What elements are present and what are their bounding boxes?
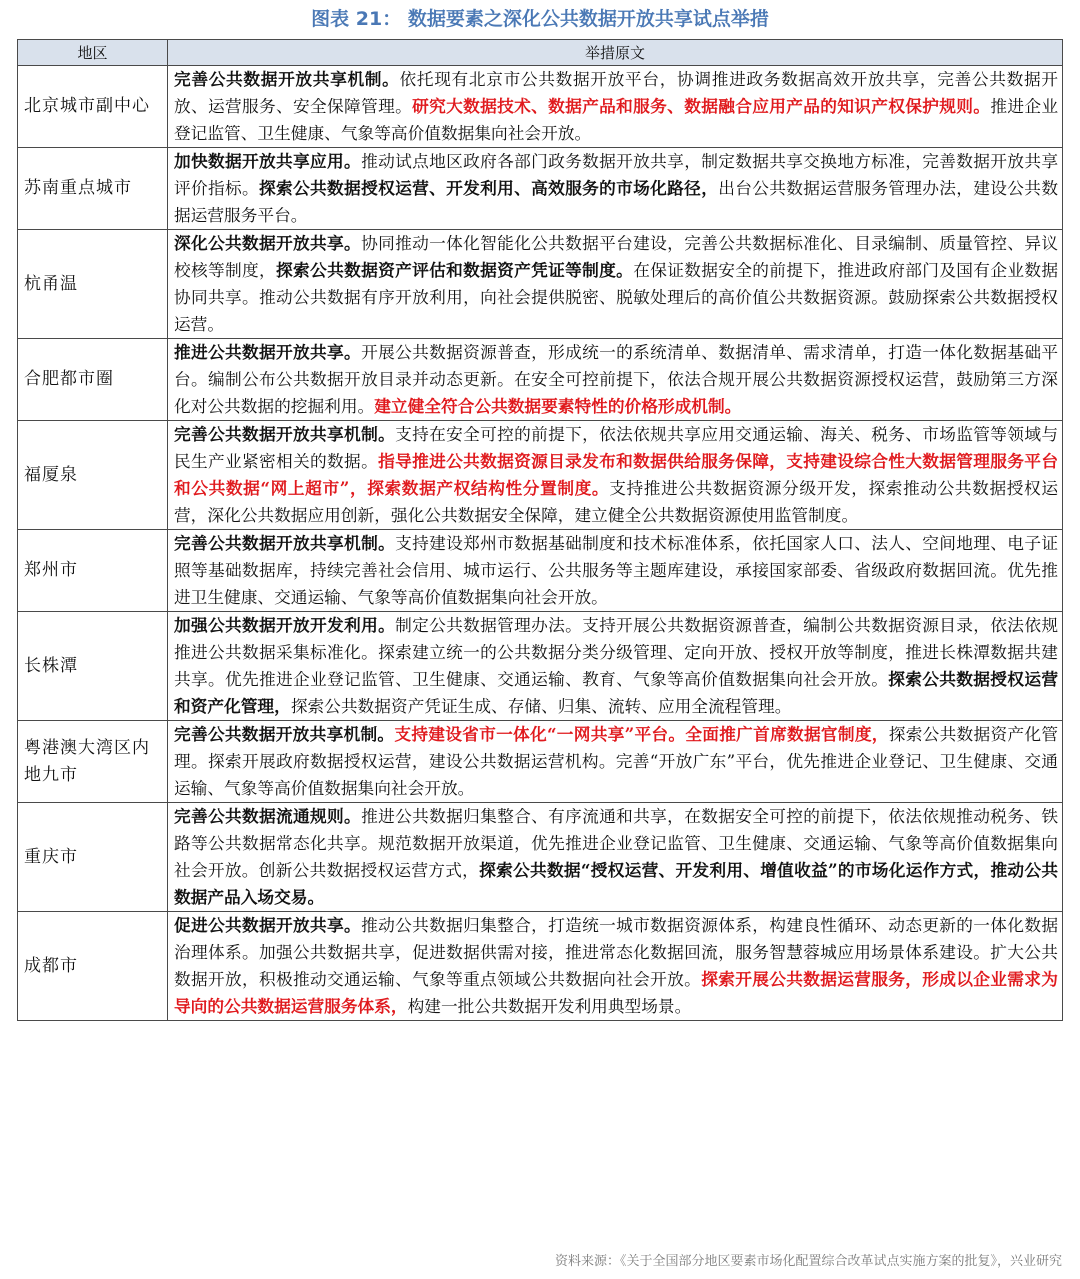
table-body xyxy=(18,66,1063,1021)
measure-text-cell xyxy=(168,339,1063,421)
table-row xyxy=(18,612,1063,721)
text-segment: 推进企业登记监管、卫生健康、气象等高价值数据集向社会开放。 xyxy=(174,96,1059,143)
text-segment: 依托现有北京市公共数据开放平台，协调推进政务数据高效开放共享，完善公共数据开放、运营服务、安全保障管理。 xyxy=(174,69,1058,116)
bold-text-segment: 完善公共数据流通规则。 xyxy=(174,806,362,826)
table-row xyxy=(18,421,1063,530)
highlighted-text-segment: 探索开展公共数据运营服务，形成以企业需求为导向的公共数据运营服务体系， xyxy=(174,969,1058,1016)
bold-text-segment: 探索公共数据授权运营和资产化管理， xyxy=(174,669,1059,716)
text-segment: 支持建设郑州市数据基础制度和技术标准体系，依托国家人口、法人、空间地理、电子证照等基础数据库，持续完善社会信用、城市运行、公共服务等主题库建设，承接国家部委、省级政府数据回流。优先推进卫生健康、交通运输、气象等高价值数据集向社会开放。 xyxy=(174,533,1059,607)
bold-text-segment: 完善公共数据开放共享机制。 xyxy=(174,69,400,89)
bold-text-segment: 完善公共数据开放共享机制。 xyxy=(174,424,396,444)
bold-text-segment: 探索公共数据授权运营、开发利用、高效服务的市场化路径， xyxy=(259,178,719,198)
text-segment: 支持在安全可控的前提下，依法依规共享应用交通运输、海关、税务、市场监管等领域与民生产业紧密相关的数据。 xyxy=(174,424,1059,471)
bold-text-segment: 探索公共数据“授权运营、开发利用、增值收益”的市场化运作方式，推动公共数据产品入场交易。 xyxy=(174,860,1059,907)
region-cell: 郑州市 xyxy=(18,530,168,612)
region-cell: 福厦泉 xyxy=(18,421,168,530)
source-note: 资料来源：《关于全国部分地区要素市场化配置综合改革试点实施方案的批复》，兴业研究 xyxy=(554,1254,1062,1269)
region-cell: 北京城市副中心 xyxy=(18,66,168,148)
text-segment: 探索公共数据资产化管理。探索开展政府数据授权运营，建设公共数据运营机构。完善“开放广东”平台，优先推进企业登记、卫生健康、交通运输、气象等高价值数据集向社会开放。 xyxy=(174,724,1059,798)
bold-text-segment: 促进公共数据开放共享。 xyxy=(174,915,362,935)
highlighted-text-segment: 支持建设省市一体化“一网共享”平台。全面推广首席数据官制度， xyxy=(394,724,889,744)
figure-title: 图表 21： 数据要素之深化公共数据开放共享试点举措 xyxy=(311,8,769,30)
column-header-region: 地区 xyxy=(18,40,168,66)
bold-text-segment: 推进公共数据开放共享。 xyxy=(174,342,362,362)
column-header-detail: 举措原文 xyxy=(168,40,1063,66)
table-row xyxy=(18,721,1063,803)
measure-text-cell xyxy=(168,721,1063,803)
text-segment: 推动试点地区政府各部门政务数据开放共享，制定数据共享交换地方标准，完善数据开放共享评价指标。 xyxy=(174,151,1059,198)
highlighted-text-segment: 研究大数据技术、数据产品和服务、数据融合应用产品的知识产权保护规则。 xyxy=(412,96,991,116)
text-segment: 推进公共数据归集整合、有序流通和共享，在数据安全可控的前提下，依法依规推动税务、铁路等公共数据常态化共享。规范数据开放渠道，优先推进企业登记监管、卫生健康、交通运输、气象等高价值数据集向社会开放。创新公共数据授权运营方式， xyxy=(174,806,1059,880)
measure-text-cell xyxy=(168,530,1063,612)
highlighted-text-segment: 建立健全符合公共数据要素特性的价格形成机制。 xyxy=(374,396,742,416)
bold-text-segment: 加快数据开放共享应用。 xyxy=(174,151,362,171)
table-row xyxy=(18,230,1063,339)
region-cell: 粤港澳大湾区内地九市 xyxy=(18,721,168,803)
region-cell: 苏南重点城市 xyxy=(18,148,168,230)
bold-text-segment: 探索公共数据资产评估和数据资产凭证等制度。 xyxy=(276,260,634,280)
region-cell: 重庆市 xyxy=(18,803,168,912)
text-segment: 推动公共数据归集整合，打造统一城市数据资源体系，构建良性循环、动态更新的一体化数据治理体系。加强公共数据共享，促进数据供需对接，推进常态化数据回流，服务智慧蓉城应用场景体系建设。扩大公共数据开放，积极推动交通运输、气象等重点领域公共数据向社会开放。 xyxy=(174,915,1059,989)
table-row xyxy=(18,803,1063,912)
region-cell: 杭甬温 xyxy=(18,230,168,339)
table-header-row xyxy=(18,40,1063,66)
region-cell: 长株潭 xyxy=(18,612,168,721)
measure-text-cell xyxy=(168,612,1063,721)
region-cell: 合肥都市圈 xyxy=(18,339,168,421)
text-segment: 开展公共数据资源普查，形成统一的系统清单、数据清单、需求清单，打造一体化数据基础平台。编制公布公共数据开放目录并动态更新。在安全可控前提下，依法合规开展公共数据资源授权运营，鼓励第三方深化对公共数据的挖掘利用。 xyxy=(174,342,1059,416)
bold-text-segment: 完善公共数据开放共享机制。 xyxy=(174,724,395,744)
text-segment: 出台公共数据运营服务管理办法，建设公共数据运营服务平台。 xyxy=(174,178,1059,225)
highlighted-text-segment: 指导推进公共数据资源目录发布和数据供给服务保障，支持建设综合性大数据管理服务平台和公共数据“网上超市”，探索数据产权结构性分置制度。 xyxy=(174,451,1059,498)
text-segment: 支持推进公共数据资源分级开发，探索推动公共数据授权运营，深化公共数据应用创新，强化公共数据安全保障，建立健全公共数据资源使用监管制度。 xyxy=(174,478,1059,525)
table-row xyxy=(18,339,1063,421)
measure-text-cell xyxy=(168,66,1063,148)
measure-text-cell xyxy=(168,803,1063,912)
table-row xyxy=(18,148,1063,230)
text-segment: 构建一批公共数据开发利用典型场景。 xyxy=(407,996,692,1016)
bold-text-segment: 完善公共数据开放共享机制。 xyxy=(174,533,396,553)
bold-text-segment: 深化公共数据开放共享。 xyxy=(174,233,362,253)
measure-text-cell xyxy=(168,230,1063,339)
measure-text-cell xyxy=(168,421,1063,530)
table-row xyxy=(18,912,1063,1021)
measure-text-cell xyxy=(168,148,1063,230)
text-segment: 制定公共数据管理办法。支持开展公共数据资源普查，编制公共数据资源目录，依法依规推进公共数据采集标准化。探索建立统一的公共数据分类分级管理、定向开放、授权开放等制度，推进长株潭数据共建共享。优先推进企业登记监管、卫生健康、交通运输、教育、气象等高价值数据集向社会开放。 xyxy=(174,615,1059,689)
text-segment: 在保证数据安全的前提下，推进政府部门及国有企业数据协同共享。推动公共数据有序开放利用，向社会提供脱密、脱敏处理后的高价值公共数据资源。鼓励探索公共数据授权运营。 xyxy=(174,260,1059,334)
bold-text-segment: 加强公共数据开放开发利用。 xyxy=(174,615,396,635)
text-segment: 探索公共数据资产凭证生成、存储、归集、流转、应用全流程管理。 xyxy=(290,696,792,716)
region-cell: 成都市 xyxy=(18,912,168,1021)
measures-table xyxy=(17,39,1063,1021)
text-segment: 协同推动一体化智能化公共数据平台建设，完善公共数据标准化、目录编制、质量管控、异议校核等制度， xyxy=(174,233,1059,280)
measure-text-cell xyxy=(168,912,1063,1021)
table-row xyxy=(18,530,1063,612)
table-row xyxy=(18,66,1063,148)
